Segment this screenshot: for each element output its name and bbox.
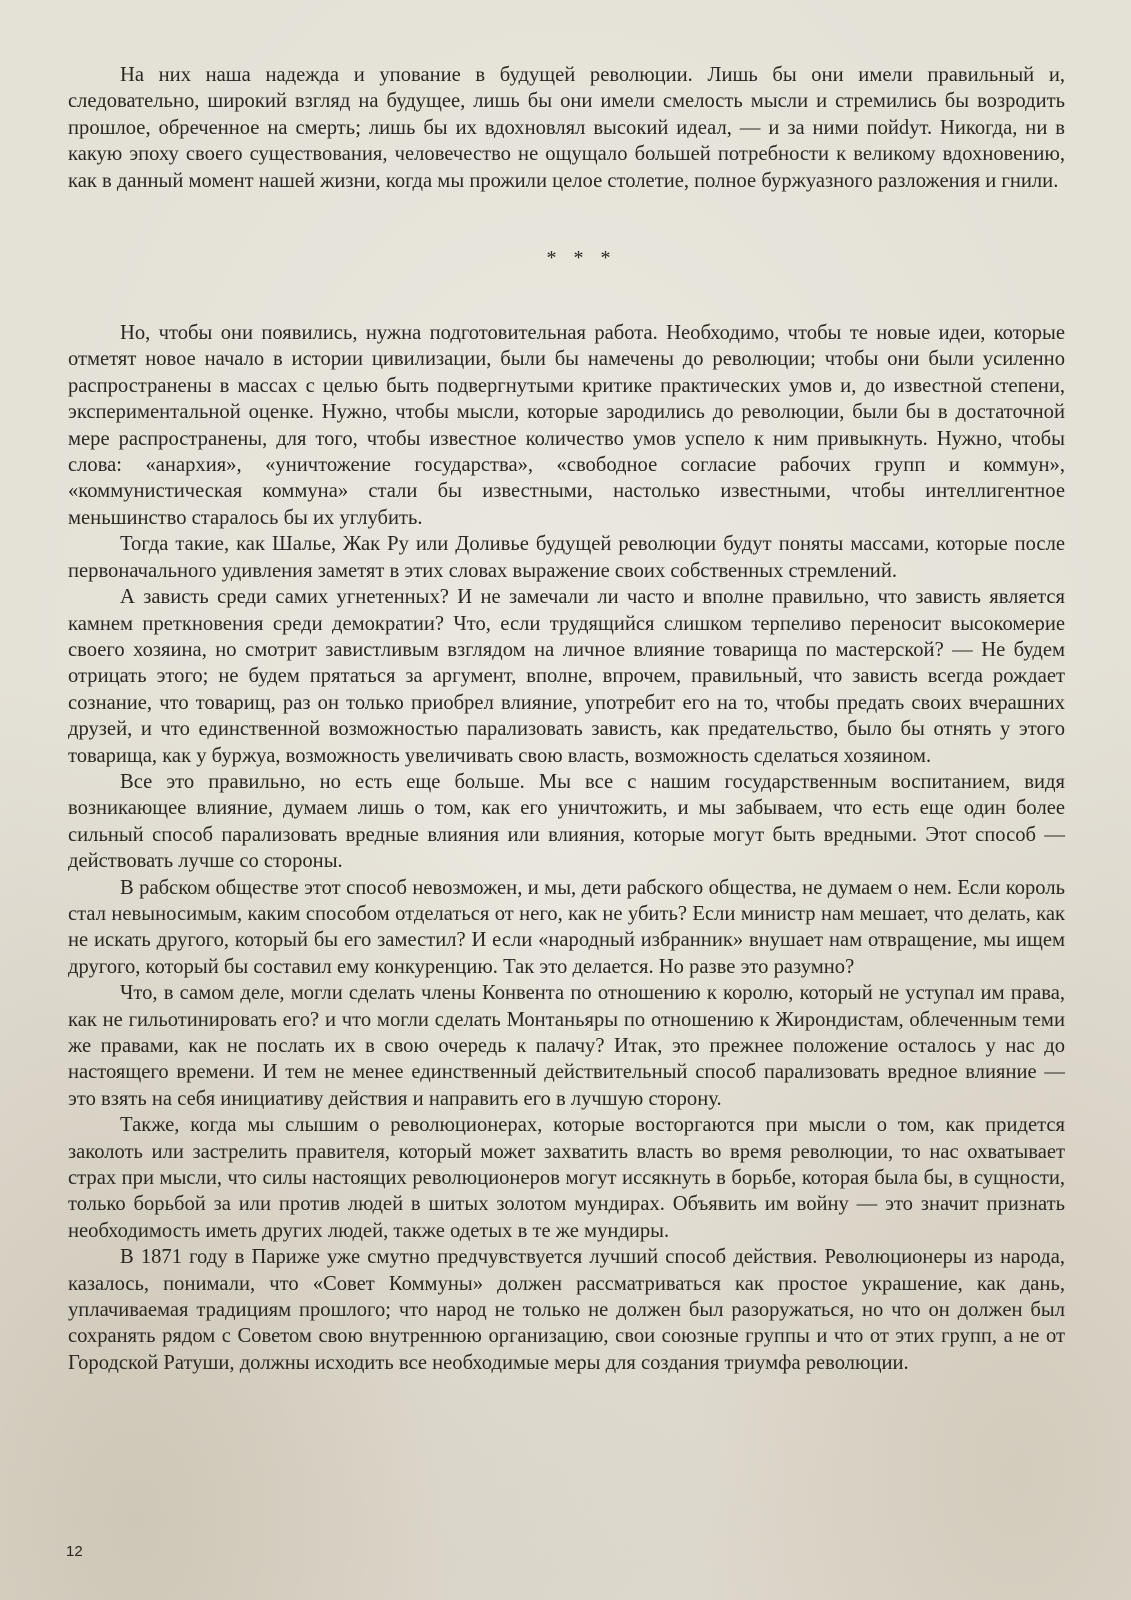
paragraph-4: Все это правильно, но есть еще больше. Мы все с нашим государственным воспитанием, видя возникающее влияние, думаем лишь о том, как его уничтожить, и мы забываем, что есть еще один более сильный способ парализовать вредные влияния или влияния, которые могут быть вредными. Этот способ — действовать лучше со стороны. — [68, 770, 1065, 873]
intro-paragraph: На них наша надежда и упование в будущей революции. Лишь бы они имели правильный и, следовательно, широкий взгляд на будущее, лишь бы они имели смелость мысли и стремились бы возродить прошлое, обреченное на смерть; лишь бы их вдохновлял высокий идеал, — и за ними пойdут. Никогда, ни в какую эпоху своего существования, человечество не ощущало большей потребности к великому вдохновению, как в данный момент нашей жизни, когда мы прожили целое столетие, полное буржуазного разложения и гнили. — [68, 64, 1065, 192]
paragraph-7: Также, когда мы слышим о революционерах, которые восторгаются при мысли о том, как придется заколоть или застрелить правителя, который может захватить власть во время революции, то нас охватывает страх при мысли, что силы настоящих революционеров могут иссякнуть в борьбе, которая была бы, в сущности, только борьбой за или против людей в шитых золотом мундирах. Объявить им войну — это значит признать необходимость иметь других людей, также одетых в те же мундиры. — [68, 1114, 1065, 1242]
page-content — [68, 62, 1065, 1376]
paragraph-8: В 1871 году в Париже уже смутно предчувствуется лучший способ действия. Революционеры из народа, казалось, понимали, что «Совет Коммуны» должен рассматриваться как простое украшение, как дань, уплачиваемая традициям прошлого; что народ не только не должен был разоружаться, но что он должен был сохранять рядом с Советом свою внутреннюю организацию, свои союзные группы и что от этих групп, а не от Городской Ратуши, должны исходить все необходимые меры для создания триумфа революции. — [68, 1246, 1065, 1374]
paragraph-5: В рабском обществе этот способ невозможен, и мы, дети рабского общества, не думаем о нем. Если король стал невыносимым, каким способом отделаться от него, как не убить? Если министр нам мешает, что делать, как не искать другого, который бы его заместил? И если «народный избранник» внушает нам отвращение, мы ищем другого, который бы составил ему конкуренцию. Так это делается. Но разве это разумно? — [68, 876, 1065, 978]
paragraph-3: А зависть среди самих угнетенных? И не замечали ли часто и вполне правильно, что зависть является камнем преткновения среди демократии? Что, если трудящийся слишком терпеливо переносит высокомерие своего хозяина, но смотрит завистливым взглядом на личное влияние товарища по мастерской? — Не будем отрицать этого; не будем прятаться за аргумент, вполне, впрочем, правильный, что зависть всегда рождает сознание, что товарищ, раз он только приобрел влияние, употребит его на то, чтобы предать своих вчерашних друзей, и что единственной возможностью парализовать зависть, как предательство, было бы отнять у этого товарища, как у буржуа, возможность увеличивать свою власть, возможность сделаться хозяином. — [68, 586, 1065, 767]
paragraph-1: Но, чтобы они появились, нужна подготовительная работа. Необходимо, чтобы те новые идеи, которые отметят новое начало в истории цивилизации, были бы намечены до революции; чтобы они были усиленно распространены в массах с целью быть подвергнутыми критике практических умов и, до известной степени, экспериментальной оценке. Нужно, чтобы мысли, которые зародились до революции, были бы в достаточной мере распространены, для того, чтобы известное количество умов успело к ним привыкнуть. Нужно, чтобы слова: «анархия», «уничтожение государства», «свободное согласие рабочих групп и коммун», «коммунистическая коммуна» стали бы известными, настолько известными, чтобы интеллигентное меньшинство старалось бы их углубить. — [68, 322, 1065, 529]
paragraph-6: Что, в самом деле, могли сделать члены Конвента по отношению к королю, который не уступал им права, как не гильотинировать его? и что могли сделать Монтаньяры по отношению к Жирондистам, облеченным теми же правами, как не послать их в свою очередь к палачу? Итак, это прежнее положение осталось у нас до настоящего времени. И тем не менее единственный действительный способ парализовать вредное влияние — это взять на себя инициативу действия и направить его в лучшую сторону. — [68, 982, 1065, 1110]
section-separator: * * * — [546, 247, 617, 270]
page-number: 12 — [66, 1543, 83, 1560]
paragraph-2: Тогда такие, как Шалье, Жак Ру или Доливье будущей революции будут поняты массами, которые после первоначального удивления заметят в этих словах выражение своих собственных стремлений. — [68, 533, 1065, 582]
